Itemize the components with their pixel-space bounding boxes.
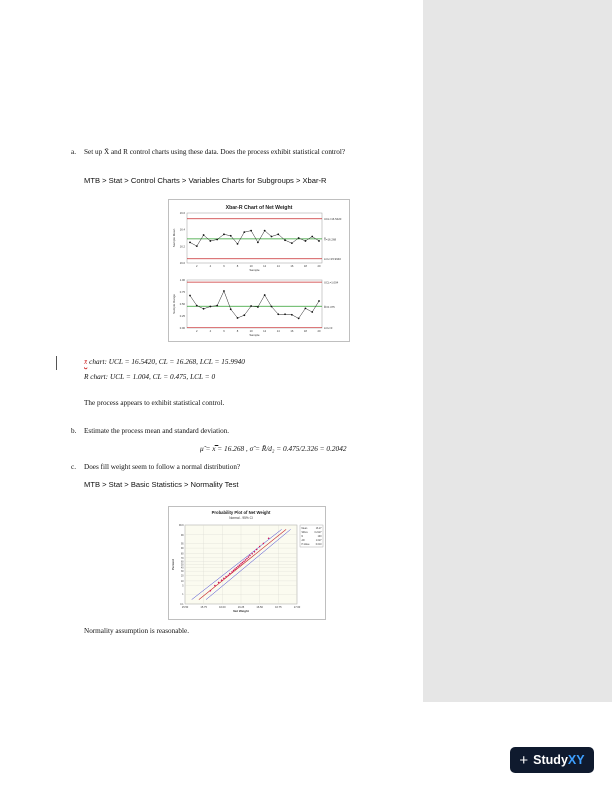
prob-data-point bbox=[221, 579, 223, 581]
prob-xtick-label: 16.50 bbox=[256, 606, 263, 609]
xbar-xtick-label: 10 bbox=[249, 265, 253, 268]
prob-data-point bbox=[254, 551, 256, 553]
prob-xtick-label: 15.50 bbox=[181, 606, 189, 609]
range-ucl-label: UCL=1.004 bbox=[324, 280, 339, 285]
range-ytick-label: 0.00 bbox=[179, 327, 185, 330]
range-xtick-label: 4 bbox=[209, 330, 212, 333]
xbar-data-point bbox=[196, 245, 198, 247]
prob-xlabel: Net Weight bbox=[233, 609, 249, 613]
prob-data-point bbox=[228, 574, 230, 576]
prob-data-point bbox=[268, 537, 270, 539]
item-label-a: a. bbox=[71, 148, 76, 156]
xbar-ytick-label: 16.0 bbox=[179, 262, 185, 265]
prob-data-point bbox=[248, 556, 250, 558]
prob-ytick-label: 90 bbox=[180, 548, 184, 551]
range-data-point bbox=[284, 313, 286, 315]
xbar-xtick-label: 18 bbox=[303, 265, 307, 268]
prob-data-point bbox=[237, 566, 239, 568]
prob-data-point bbox=[223, 578, 225, 580]
prob-ytick-label: 20 bbox=[180, 575, 184, 578]
range-data-point bbox=[243, 314, 245, 316]
prob-data-point bbox=[243, 560, 245, 562]
xbar-lcl-label: LCL=15.9940 bbox=[324, 257, 341, 262]
prob-data-point bbox=[231, 571, 233, 573]
prob-title: Probability Plot of Net Weight bbox=[211, 510, 271, 515]
xbar-data-point bbox=[203, 234, 205, 236]
xbar-xtick-label: 6 bbox=[223, 265, 225, 268]
range-data-point bbox=[271, 306, 273, 308]
xbar-ytick-label: 16.4 bbox=[179, 228, 185, 232]
prob-ytick-label: 70 bbox=[180, 557, 184, 560]
question-c: Does fill weight seem to follow a normal distribution? bbox=[84, 463, 241, 471]
range-xtick-label: 10 bbox=[249, 330, 253, 333]
xbar-data-point bbox=[223, 233, 225, 235]
xbar-ylabel: Sample Mean bbox=[172, 228, 176, 248]
r-limits-line: R chart: UCL = 1.004, CL = 0.475, LCL = 0 bbox=[84, 372, 216, 381]
comment-margin-pane bbox=[423, 0, 612, 702]
prob-subtitle: Normal - 95% CI bbox=[229, 516, 253, 520]
xbar-data-point bbox=[216, 239, 218, 241]
xbar-xlabel: Sample bbox=[249, 268, 260, 272]
xbar-xtick-label: 12 bbox=[263, 265, 267, 268]
range-data-point bbox=[264, 294, 266, 296]
logo-wordmark bbox=[533, 753, 584, 767]
prob-legend-value: 1.027 bbox=[315, 540, 322, 542]
range-plot-area bbox=[187, 280, 322, 328]
range-xtick-label: 16 bbox=[290, 330, 294, 333]
prob-data-point bbox=[214, 585, 216, 587]
prob-data-point bbox=[225, 576, 227, 578]
prob-ytick-label: 99 bbox=[180, 534, 184, 537]
xbar-data-point bbox=[277, 233, 279, 235]
question-a: Set up X̄ and R control charts using these data. Does the process exhibit statistical control? bbox=[84, 148, 346, 156]
prob-data-point bbox=[251, 553, 253, 555]
xbar-data-point bbox=[311, 236, 313, 238]
item-label-c: c. bbox=[71, 463, 76, 471]
xbar-data-point bbox=[250, 230, 252, 232]
range-xlabel: Sample bbox=[249, 333, 260, 337]
question-b: Estimate the process mean and standard deviation. bbox=[84, 427, 230, 435]
xbar-data-point bbox=[318, 240, 320, 242]
prob-data-point bbox=[239, 564, 241, 566]
range-data-point bbox=[305, 307, 307, 309]
estimate-formula: μ̂ = x̿ = 16.268 , σ̂ = R̄/d₂ = 0.475/2.326 = 0.2042 bbox=[200, 444, 347, 453]
prob-ytick-label: 95 bbox=[180, 543, 184, 546]
xbar-xtick-label: 4 bbox=[209, 265, 212, 268]
range-xtick-label: 14 bbox=[276, 330, 280, 333]
xbar-data-point bbox=[305, 240, 307, 242]
prob-data-point bbox=[218, 582, 220, 584]
prob-data-point bbox=[229, 573, 231, 575]
range-data-point bbox=[196, 305, 198, 307]
xbar-symbol: x̄ bbox=[84, 357, 88, 366]
xbar-data-point bbox=[298, 237, 300, 239]
xbar-r-chart-svg bbox=[169, 200, 349, 341]
text-cursor bbox=[56, 356, 57, 370]
range-data-point bbox=[237, 317, 239, 319]
prob-ylabel: Percent bbox=[171, 558, 175, 571]
range-data-point bbox=[230, 308, 232, 310]
conclusion-a: The process appears to exhibit statistical control. bbox=[84, 399, 225, 407]
xbar-data-point bbox=[271, 236, 273, 238]
xbar-data-point bbox=[237, 243, 239, 245]
prob-ytick-label: 40 bbox=[180, 567, 184, 570]
prob-xtick-label: 16.75 bbox=[275, 606, 282, 609]
xbar-xtick-label: 16 bbox=[290, 265, 294, 268]
prob-data-point bbox=[233, 570, 235, 572]
studyxy-logo bbox=[510, 747, 594, 773]
xbar-data-point bbox=[284, 239, 286, 241]
range-xtick-label: 8 bbox=[236, 330, 239, 333]
xbar-xtick-label: 2 bbox=[196, 265, 198, 268]
range-cl-label: R̄=0.475 bbox=[324, 304, 335, 309]
range-xtick-label: 12 bbox=[263, 330, 267, 333]
prob-data-point bbox=[245, 559, 247, 561]
xbar-ytick-label: 16.2 bbox=[179, 245, 185, 249]
prob-data-point bbox=[263, 543, 265, 545]
range-xtick-label: 20 bbox=[317, 330, 321, 333]
prob-xtick-label: 15.75 bbox=[200, 606, 207, 609]
range-xtick-label: 18 bbox=[303, 330, 307, 333]
prob-legend-key: N bbox=[301, 536, 304, 538]
prob-ytick-label: 60 bbox=[180, 561, 184, 564]
prob-legend-key: P-Value bbox=[301, 544, 310, 546]
xbar-ytick-label: 16.6 bbox=[179, 212, 185, 215]
range-xtick-label: 6 bbox=[223, 330, 225, 333]
xbar-xtick-label: 14 bbox=[276, 265, 280, 268]
range-data-point bbox=[291, 314, 293, 316]
prob-data-point bbox=[249, 555, 251, 557]
logo-name: Study bbox=[533, 753, 568, 767]
range-data-point bbox=[257, 306, 259, 308]
conclusion-c: Normality assumption is reasonable. bbox=[84, 627, 189, 635]
xbar-data-point bbox=[243, 231, 245, 233]
xbar-data-point bbox=[291, 242, 293, 244]
xbar-data-point bbox=[230, 235, 232, 237]
prob-data-point bbox=[210, 590, 212, 592]
xbar-data-point bbox=[257, 242, 259, 244]
range-data-point bbox=[203, 308, 205, 310]
plus-icon: + bbox=[519, 751, 529, 769]
prob-ytick-label: 50 bbox=[180, 564, 184, 567]
range-data-point bbox=[189, 295, 191, 297]
probability-plot-svg bbox=[169, 507, 325, 619]
xbar-limits-line bbox=[84, 357, 245, 366]
range-data-point bbox=[223, 290, 225, 292]
prob-ytick-label: 5 bbox=[182, 585, 184, 588]
prob-xtick-label: 16.00 bbox=[219, 606, 226, 609]
xbar-xtick-label: 8 bbox=[236, 265, 239, 268]
range-data-point bbox=[250, 305, 252, 307]
prob-data-point bbox=[256, 549, 258, 551]
prob-ytick-label: 80 bbox=[180, 553, 184, 556]
range-ytick-label: 0.50 bbox=[179, 303, 185, 306]
xbar-data-point bbox=[264, 230, 266, 232]
xbar-ucl-label: UCL=16.5420 bbox=[324, 217, 342, 222]
prob-data-point bbox=[240, 563, 242, 565]
range-data-point bbox=[298, 318, 300, 320]
prob-legend-value: 16.27 bbox=[315, 528, 322, 530]
range-data-point bbox=[318, 300, 320, 302]
prob-data-point bbox=[242, 562, 244, 564]
menu-path-c: MTB > Stat > Basic Statistics > Normality Test bbox=[84, 480, 239, 489]
range-lcl-label: LCL=0 bbox=[324, 326, 333, 330]
range-ytick-label: 0.75 bbox=[179, 291, 185, 294]
prob-legend-key: Mean bbox=[301, 528, 308, 530]
probability-plot bbox=[168, 506, 326, 620]
prob-legend-value: 0.010 bbox=[315, 544, 322, 546]
xbar-cl-label: X̿=16.268 bbox=[324, 237, 337, 242]
xbar-r-chart bbox=[168, 199, 350, 342]
range-data-point bbox=[209, 306, 211, 308]
prob-ytick-label: 0.1 bbox=[180, 604, 184, 606]
xbar-limits-text: chart: UCL = 16.5420, CL = 16.268, LCL = 15.9940 bbox=[89, 357, 245, 366]
prob-data-point bbox=[246, 558, 248, 560]
prob-ytick-label: 30 bbox=[180, 571, 184, 574]
prob-ytick-label: 1 bbox=[182, 594, 184, 597]
prob-legend-value: 100 bbox=[317, 536, 322, 538]
prob-data-point bbox=[234, 568, 236, 570]
range-ytick-label: 0.25 bbox=[179, 315, 185, 318]
prob-data-point bbox=[236, 567, 238, 569]
prob-legend-key: StDev bbox=[301, 532, 308, 534]
item-label-b: b. bbox=[71, 427, 77, 435]
xbar-data-point bbox=[189, 242, 191, 244]
range-data-point bbox=[277, 313, 279, 315]
prob-xtick-label: 17.00 bbox=[293, 606, 301, 609]
prob-xtick-label: 16.25 bbox=[237, 606, 245, 609]
menu-path-a: MTB > Stat > Control Charts > Variables Charts for Subgroups > Xbar-R bbox=[84, 176, 327, 185]
prob-legend-value: 0.2127 bbox=[314, 532, 322, 534]
logo-accent: XY bbox=[567, 753, 585, 767]
prob-ytick-label: 10 bbox=[180, 580, 184, 583]
range-ylabel: Sample Range bbox=[172, 294, 176, 314]
prob-data-point bbox=[259, 546, 261, 548]
xbar-data-point bbox=[209, 240, 211, 242]
chart-title: Xbar-R Chart of Net Weight bbox=[225, 205, 293, 211]
range-data-point bbox=[311, 311, 313, 313]
xbar-xtick-label: 20 bbox=[317, 265, 321, 268]
range-xtick-label: 2 bbox=[196, 330, 198, 333]
range-data-point bbox=[216, 305, 218, 307]
prob-legend-key: AD bbox=[301, 540, 305, 542]
prob-ytick-label: 99.9 bbox=[179, 525, 184, 527]
range-ytick-label: 1.00 bbox=[179, 279, 185, 282]
